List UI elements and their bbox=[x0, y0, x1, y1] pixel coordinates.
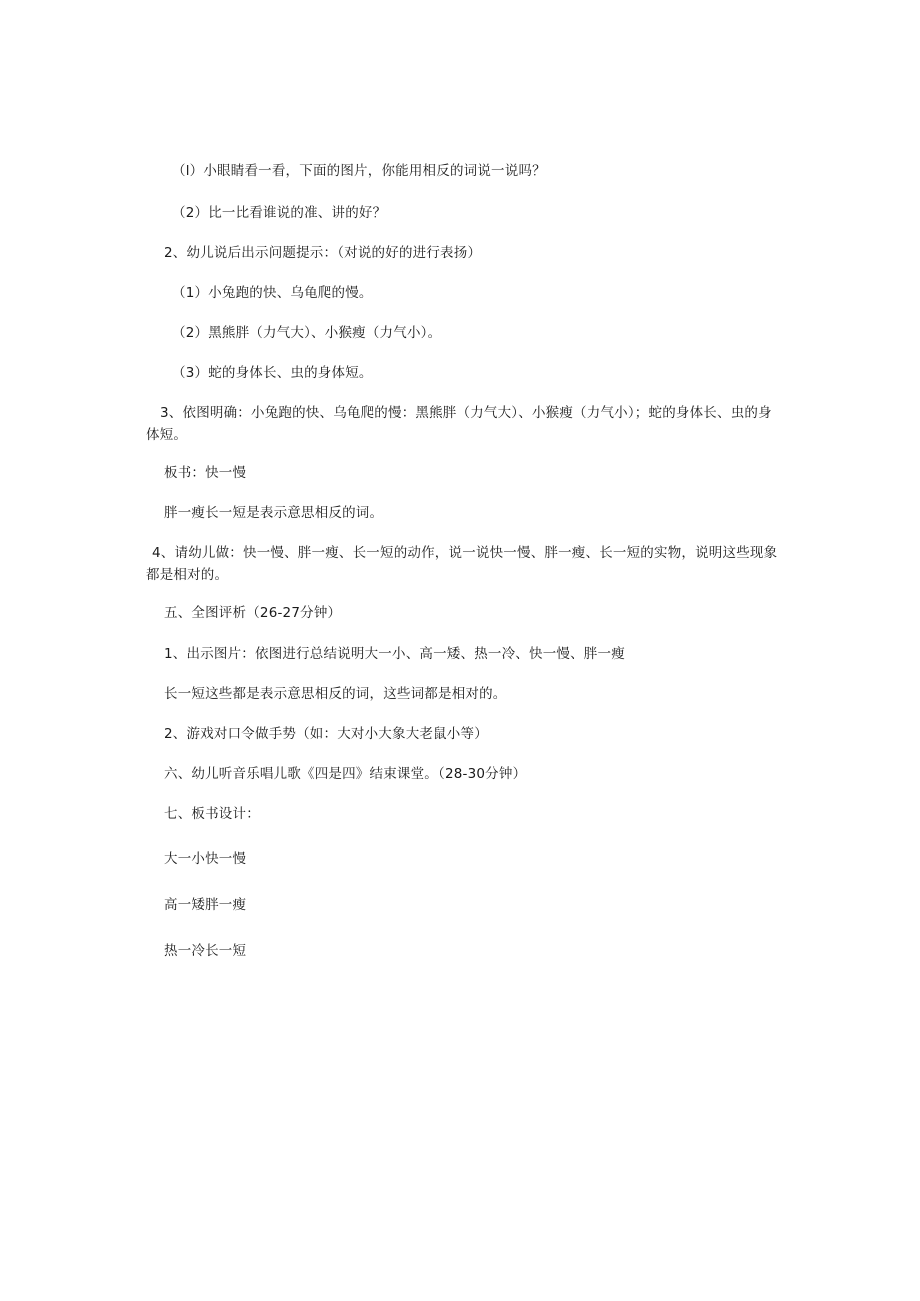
section-heading-5: 五、全图评析（26-27分钟） bbox=[164, 605, 342, 621]
board-design-line-3: 热一冷长一短 bbox=[164, 943, 247, 959]
text-line-7: 板书：快一慢 bbox=[164, 465, 247, 481]
board-design-line-1: 大一小快一慢 bbox=[164, 851, 247, 867]
text-line-4: （1）小兔跑的快、乌龟爬的慢。 bbox=[172, 285, 373, 301]
board-design-line-2: 高一矮胖一瘦 bbox=[164, 897, 247, 913]
text-line-1: （l）小眼睛看一看，下面的图片，你能用相反的词说一说吗？ bbox=[172, 163, 546, 179]
text-line-9: 1、出示图片：依图进行总结说明大一小、高一矮、热一冷、快一慢、胖一瘦 bbox=[164, 646, 625, 662]
text-paragraph-2: 4、请幼儿做：快一慢、胖一瘦、长一短的动作，说一说快一慢、胖一瘦、长一短的实物，说明这些现象都是相对的。 bbox=[146, 545, 778, 583]
text-paragraph-1: 3、依图明确：小兔跑的快、乌龟爬的慢：黑熊胖（力气大）、小猴瘦（力气小）；蛇的身体长、虫的身体短。 bbox=[146, 405, 772, 443]
text-line-3: 2、幼儿说后出示问题提示：（对说的好的进行表扬） bbox=[164, 245, 482, 261]
text-line-8: 胖一瘦长一短是表示意思相反的词。 bbox=[164, 505, 384, 521]
text-line-6: （3）蛇的身体长、虫的身体短。 bbox=[172, 365, 373, 381]
text-line-10: 长一短这些都是表示意思相反的词，这些词都是相对的。 bbox=[164, 686, 507, 702]
text-line-5: （2）黑熊胖（力气大）、小猴瘦（力气小）。 bbox=[172, 325, 442, 341]
section-heading-6: 六、幼儿听音乐唱儿歌《四是四》结束课堂。（28-30分钟） bbox=[164, 766, 527, 782]
text-line-11: 2、游戏对口令做手势（如：大对小大象大老鼠小等） bbox=[164, 726, 488, 742]
text-line-2: （2）比一比看谁说的准、讲的好？ bbox=[172, 205, 387, 221]
section-heading-7: 七、板书设计： bbox=[164, 806, 260, 822]
